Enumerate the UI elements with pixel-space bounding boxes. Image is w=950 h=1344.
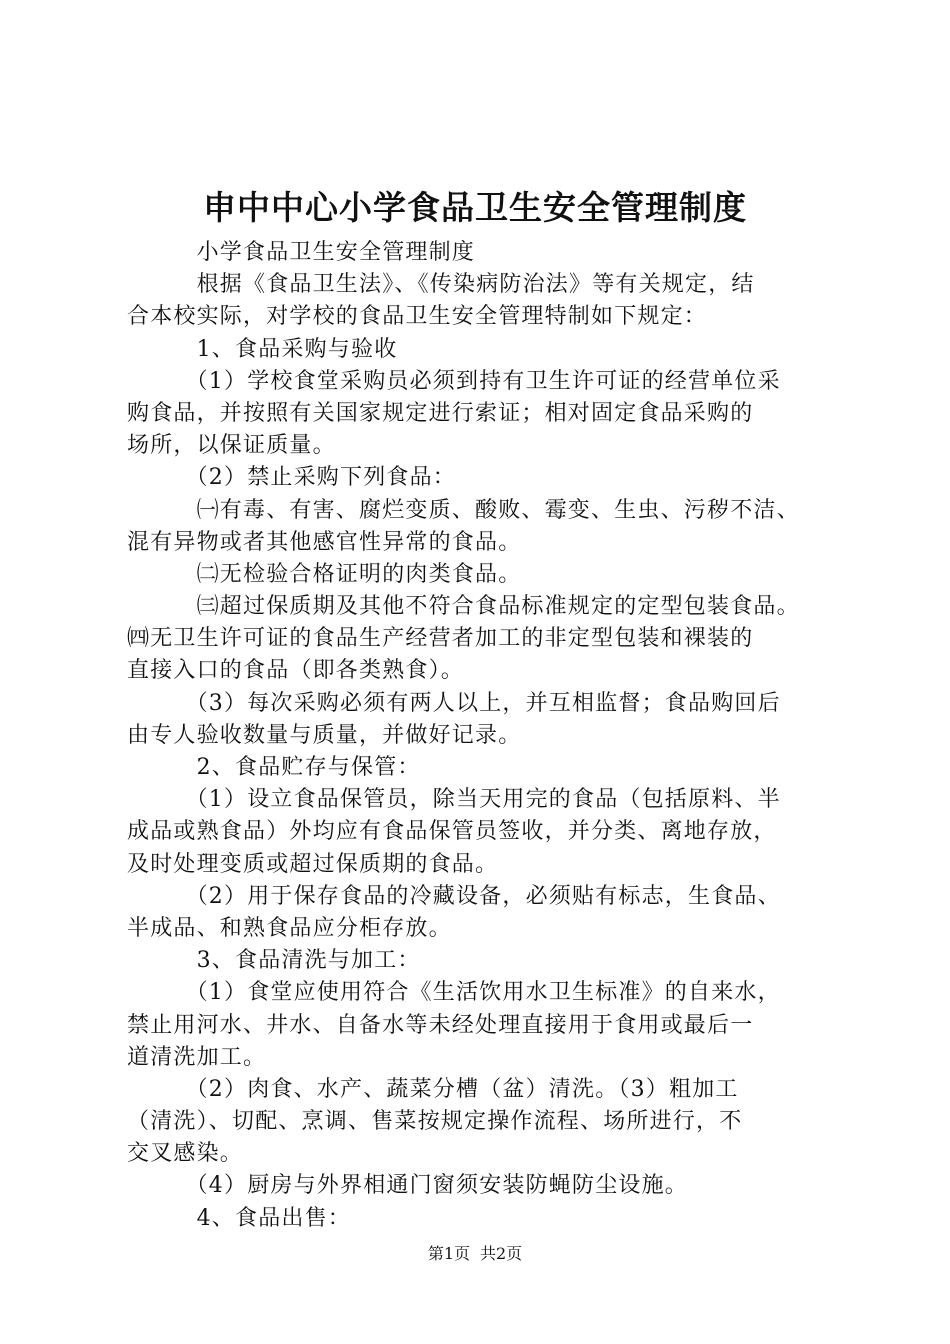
paragraph-line: 半成品、和熟食品应分柜存放。 xyxy=(127,915,452,941)
paragraph-line: 成品或熟食品）外均应有食品保管员签收，并分类、离地存放， xyxy=(127,819,777,845)
paragraph-line: 根据《食品卫生法》、《传染病防治法》等有关规定，结 xyxy=(127,272,755,298)
paragraph-line: ㈢超过保质期及其他不符合食品标准规定的定型包装食品。 xyxy=(127,594,800,620)
paragraph-line: （3）每次采购必须有两人以上，并互相监督；食品购回后 xyxy=(127,690,781,716)
page-number: 第1页 xyxy=(427,1244,470,1263)
paragraph-line: 小学食品卫生安全管理制度 xyxy=(127,240,476,265)
paragraph-line: （清洗）、切配、烹调、售菜按规定操作流程、场所进行，不 xyxy=(127,1109,743,1135)
paragraph-line: 购食品，并按照有关国家规定进行索证；相对固定食品采购的 xyxy=(127,400,754,426)
paragraph-line: 由专人验收数量与质量，并做好记录。 xyxy=(127,722,522,748)
page-total: 共2页 xyxy=(480,1244,523,1263)
paragraph-line: （1）食堂应使用符合《生活饮用水卫生标准》的自来水， xyxy=(127,980,781,1006)
paragraph-line: 1、食品采购与验收 xyxy=(127,336,398,362)
paragraph-line: （4）厨房与外界相通门窗须安装防蝇防尘设施。 xyxy=(127,1173,688,1199)
page-footer xyxy=(0,1243,950,1265)
paragraph-line: （2）肉食、水产、蔬菜分槽（盆）清洗。（3）粗加工 xyxy=(127,1076,739,1102)
paragraph-line: 及时处理变质或超过保质期的食品。 xyxy=(127,851,499,877)
paragraph-line: 禁止用河水、井水、自备水等未经处理直接用于食用或最后一 xyxy=(127,1012,754,1038)
paragraph-line: 合本校实际，对学校的食品卫生安全管理特制如下规定： xyxy=(127,304,708,330)
paragraph-line: 直接入口的食品（即各类熟食）。 xyxy=(127,658,465,684)
paragraph-line: 交叉感染。 xyxy=(127,1141,244,1167)
paragraph-line: 道清洗加工。 xyxy=(127,1044,267,1070)
paragraph-line: 4、食品出售： xyxy=(127,1205,351,1231)
paragraph-line: ㈠有毒、有害、腐烂变质、酸败、霉变、生虫、污秽不洁、 xyxy=(127,497,800,523)
paragraph-line: （2）用于保存食品的冷藏设备，必须贴有标志，生食品、 xyxy=(127,883,781,909)
document-title: 申中中心小学食品卫生安全管理制度 xyxy=(203,188,747,227)
paragraph-line: ㈡无检验合格证明的肉类食品。 xyxy=(127,561,522,587)
paragraph-line: 3、食品清洗与加工： xyxy=(127,948,421,974)
paragraph-line: （2）禁止采购下列食品： xyxy=(127,465,456,491)
paragraph-line: ㈣无卫生许可证的食品生产经营者加工的非定型包装和裸装的 xyxy=(127,626,754,652)
paragraph-line: 混有异物或者其他感官性异常的食品。 xyxy=(127,529,522,555)
document-body xyxy=(127,237,837,1235)
paragraph-line: 2、食品贮存与保管： xyxy=(127,755,421,780)
paragraph-line: 场所，以保证质量。 xyxy=(127,433,336,459)
paragraph-line: （1）设立食品保管员，除当天用完的食品（包括原料、半 xyxy=(127,787,781,813)
paragraph-line: （1）学校食堂采购员必须到持有卫生许可证的经营单位采 xyxy=(127,368,781,394)
